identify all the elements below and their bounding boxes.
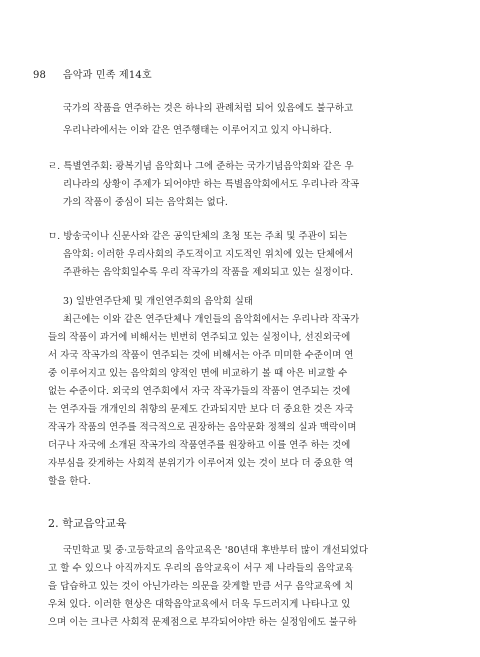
text-line: 서 자국 작곡가의 작품이 연주되는 것에 비해서는 아주 미미한 수준이며 연 bbox=[48, 350, 354, 361]
list-item-line: ㅁ. 방송국이나 신문사와 같은 공익단체의 초청 또는 주최 및 주관이 되는 bbox=[48, 231, 348, 242]
text-line: 들의 작품이 과거에 비해서는 빈번히 연주되고 있는 실정이나, 선진외국에 bbox=[48, 332, 351, 343]
text-line: 는 연주자들 개개인의 취향의 문제도 간과되지만 보다 더 중요한 것은 자국 bbox=[48, 404, 354, 415]
text-line: 으며 이는 크나큰 사회적 문제점으로 부각되어야만 하는 실정임에도 불구하 bbox=[48, 617, 357, 628]
text-line: 우리나라에서는 이와 같은 연주행태는 이루어지고 있지 아니하다. bbox=[63, 125, 332, 136]
list-item-line: 주관하는 음악회일수록 우리 작곡가의 작품을 제외되고 있는 실정이다. bbox=[63, 267, 354, 278]
text-line: 국민학교 및 중·고등학교의 음악교육은 '80년대 후반부터 많이 개선되었다 bbox=[63, 545, 368, 556]
text-line: 고 할 수 있으나 아직까지도 우리의 음악교육이 서구 제 나라들의 음악교육 bbox=[48, 563, 354, 574]
text-line: 자부심을 갖게하는 사회적 분위기가 이루어져 있는 것이 보다 더 중요한 역 bbox=[48, 458, 354, 469]
text-line: 더구나 자국에 소개된 작곡가의 작품연주를 원장하고 이를 연주 하는 것에 bbox=[48, 440, 351, 451]
text-line: 없는 수준이다. 외국의 연주회에서 자국 작곡가들의 작품이 연주되는 것에 bbox=[48, 386, 351, 397]
text-line: 작곡가 작품의 연주를 적극적으로 권장하는 음악문화 정책의 실과 맥락이며 bbox=[48, 422, 357, 433]
subsection-title: 3) 일반연주단체 및 개인연주회의 음악회 실태 bbox=[63, 296, 254, 307]
list-item-line: 가의 작품이 중심이 되는 음악회는 없다. bbox=[63, 197, 228, 208]
page-number: 98 bbox=[33, 70, 47, 81]
text-line: 국가의 작품을 연주하는 것은 하나의 관례처럼 되어 있음에도 불구하고 bbox=[63, 103, 354, 114]
text-line: 할을 한다. bbox=[48, 476, 91, 487]
running-header bbox=[33, 66, 152, 81]
running-title: 음악과 민족 제14호 bbox=[62, 70, 152, 81]
text-line: 중 이루어지고 있는 음악회의 양적인 면에 비교하기 볼 때 아은 비교할 수 bbox=[48, 368, 348, 379]
list-item-line: ㄹ. 특별연주회: 광복기념 음악회나 그에 준하는 국가기념음악회와 같은 우 bbox=[48, 161, 354, 172]
text-line: 최근에는 이와 같은 연주단체나 개인들의 음악회에서는 우리나라 작곡가 bbox=[63, 314, 360, 325]
list-item-line: 리나라의 상황이 주제가 되어야만 하는 특별음악회에서도 우리나라 작곡 bbox=[63, 179, 360, 190]
text-line: 우쳐 있다. 이러한 현상은 대학음악교육에서 더욱 두드러지게 나타나고 있 bbox=[48, 599, 351, 610]
section-heading: 2. 학교음악교육 bbox=[48, 517, 127, 530]
text-line: 을 답습하고 있는 것이 아닌가라는 의문을 갖게할 만큼 서구 음악교육에 치 bbox=[48, 581, 354, 592]
list-item-line: 음악회: 이러한 우리사회의 주도적이고 지도적인 위치에 있는 단체에서 bbox=[63, 249, 354, 260]
